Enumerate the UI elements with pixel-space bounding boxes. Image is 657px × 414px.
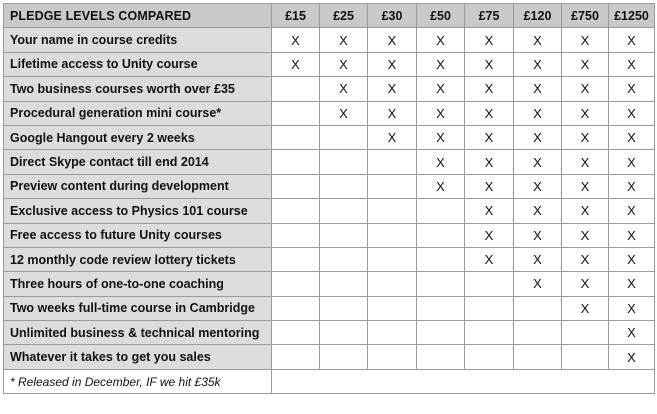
included-mark: X [465, 125, 514, 149]
feature-label: Two business courses worth over £35 [4, 77, 272, 101]
included-mark: X [609, 174, 655, 198]
included-mark: X [514, 247, 562, 271]
included-mark: X [417, 101, 465, 125]
empty-cell [368, 150, 417, 174]
included-mark: X [609, 321, 655, 345]
included-mark: X [320, 28, 368, 52]
included-mark: X [562, 125, 609, 149]
included-mark: X [562, 150, 609, 174]
pledge-level-header: £750 [562, 4, 609, 28]
footnote: * Released in December, IF we hit £35k [4, 369, 272, 393]
empty-cell [272, 321, 320, 345]
included-mark: X [272, 52, 320, 76]
table-row [4, 101, 655, 125]
empty-cell [465, 321, 514, 345]
included-mark: X [465, 247, 514, 271]
feature-label: Whatever it takes to get you sales [4, 345, 272, 369]
table-row [4, 247, 655, 271]
included-mark: X [465, 77, 514, 101]
included-mark: X [562, 174, 609, 198]
included-mark: X [417, 150, 465, 174]
included-mark: X [514, 150, 562, 174]
included-mark: X [609, 223, 655, 247]
empty-cell [368, 345, 417, 369]
empty-cell [320, 296, 368, 320]
empty-cell [417, 321, 465, 345]
table-row [4, 223, 655, 247]
included-mark: X [417, 77, 465, 101]
pledge-levels-table [3, 3, 655, 394]
included-mark: X [609, 125, 655, 149]
included-mark: X [272, 28, 320, 52]
included-mark: X [609, 296, 655, 320]
empty-cell [272, 272, 320, 296]
included-mark: X [320, 101, 368, 125]
empty-cell [320, 345, 368, 369]
footnote-row [4, 369, 655, 393]
empty-cell [465, 345, 514, 369]
included-mark: X [368, 77, 417, 101]
empty-cell [417, 296, 465, 320]
included-mark: X [562, 28, 609, 52]
included-mark: X [609, 345, 655, 369]
included-mark: X [465, 174, 514, 198]
included-mark: X [514, 52, 562, 76]
empty-cell [368, 321, 417, 345]
footnote-empty-cell [272, 369, 655, 393]
feature-label: Your name in course credits [4, 28, 272, 52]
included-mark: X [514, 125, 562, 149]
included-mark: X [465, 199, 514, 223]
table-row [4, 345, 655, 369]
included-mark: X [417, 52, 465, 76]
pledge-level-header: £75 [465, 4, 514, 28]
included-mark: X [562, 52, 609, 76]
empty-cell [272, 199, 320, 223]
empty-cell [417, 345, 465, 369]
included-mark: X [609, 247, 655, 271]
feature-label: Lifetime access to Unity course [4, 52, 272, 76]
feature-label: Free access to future Unity courses [4, 223, 272, 247]
included-mark: X [465, 150, 514, 174]
included-mark: X [609, 272, 655, 296]
empty-cell [272, 345, 320, 369]
feature-label: Three hours of one-to-one coaching [4, 272, 272, 296]
empty-cell [320, 199, 368, 223]
empty-cell [514, 296, 562, 320]
included-mark: X [320, 52, 368, 76]
included-mark: X [320, 77, 368, 101]
empty-cell [320, 272, 368, 296]
pledge-level-header: £30 [368, 4, 417, 28]
included-mark: X [417, 174, 465, 198]
table-row [4, 28, 655, 52]
feature-label: 12 monthly code review lottery tickets [4, 247, 272, 271]
empty-cell [272, 101, 320, 125]
table-row [4, 52, 655, 76]
included-mark: X [465, 101, 514, 125]
pledge-level-header: £120 [514, 4, 562, 28]
included-mark: X [562, 272, 609, 296]
included-mark: X [514, 199, 562, 223]
empty-cell [320, 321, 368, 345]
included-mark: X [417, 125, 465, 149]
included-mark: X [609, 52, 655, 76]
included-mark: X [514, 223, 562, 247]
included-mark: X [368, 52, 417, 76]
included-mark: X [562, 223, 609, 247]
empty-cell [368, 174, 417, 198]
feature-label: Procedural generation mini course* [4, 101, 272, 125]
pledge-level-header: £15 [272, 4, 320, 28]
empty-cell [368, 272, 417, 296]
included-mark: X [514, 77, 562, 101]
included-mark: X [609, 199, 655, 223]
table-title: PLEDGE LEVELS COMPARED [4, 4, 272, 28]
included-mark: X [514, 101, 562, 125]
table-row [4, 150, 655, 174]
included-mark: X [562, 199, 609, 223]
included-mark: X [465, 52, 514, 76]
empty-cell [320, 223, 368, 247]
included-mark: X [562, 101, 609, 125]
included-mark: X [609, 150, 655, 174]
table-row [4, 174, 655, 198]
empty-cell [562, 345, 609, 369]
included-mark: X [368, 101, 417, 125]
feature-label: Exclusive access to Physics 101 course [4, 199, 272, 223]
feature-label: Direct Skype contact till end 2014 [4, 150, 272, 174]
empty-cell [417, 272, 465, 296]
empty-cell [272, 247, 320, 271]
header-row [4, 4, 655, 28]
included-mark: X [465, 223, 514, 247]
table-row [4, 296, 655, 320]
table-row [4, 125, 655, 149]
empty-cell [368, 247, 417, 271]
empty-cell [417, 199, 465, 223]
empty-cell [320, 125, 368, 149]
feature-label: Unlimited business & technical mentoring [4, 321, 272, 345]
empty-cell [368, 199, 417, 223]
included-mark: X [562, 77, 609, 101]
included-mark: X [609, 101, 655, 125]
empty-cell [320, 174, 368, 198]
empty-cell [272, 174, 320, 198]
included-mark: X [609, 77, 655, 101]
empty-cell [272, 296, 320, 320]
included-mark: X [562, 247, 609, 271]
empty-cell [417, 247, 465, 271]
included-mark: X [562, 296, 609, 320]
pledge-level-header: £1250 [609, 4, 655, 28]
table-body [4, 28, 655, 369]
included-mark: X [368, 125, 417, 149]
included-mark: X [514, 272, 562, 296]
included-mark: X [514, 174, 562, 198]
empty-cell [272, 125, 320, 149]
empty-cell [320, 150, 368, 174]
included-mark: X [417, 28, 465, 52]
pledge-level-header: £50 [417, 4, 465, 28]
empty-cell [465, 296, 514, 320]
feature-label: Preview content during development [4, 174, 272, 198]
table-row [4, 272, 655, 296]
empty-cell [417, 223, 465, 247]
included-mark: X [368, 28, 417, 52]
empty-cell [320, 247, 368, 271]
empty-cell [514, 321, 562, 345]
empty-cell [272, 77, 320, 101]
table-row [4, 199, 655, 223]
empty-cell [465, 272, 514, 296]
empty-cell [272, 150, 320, 174]
included-mark: X [514, 28, 562, 52]
empty-cell [368, 223, 417, 247]
feature-label: Google Hangout every 2 weeks [4, 125, 272, 149]
feature-label: Two weeks full-time course in Cambridge [4, 296, 272, 320]
empty-cell [272, 223, 320, 247]
empty-cell [368, 296, 417, 320]
empty-cell [514, 345, 562, 369]
table-row [4, 77, 655, 101]
included-mark: X [609, 28, 655, 52]
pledge-level-header: £25 [320, 4, 368, 28]
pledge-comparison-wrapper [3, 3, 655, 394]
table-row [4, 321, 655, 345]
empty-cell [562, 321, 609, 345]
included-mark: X [465, 28, 514, 52]
